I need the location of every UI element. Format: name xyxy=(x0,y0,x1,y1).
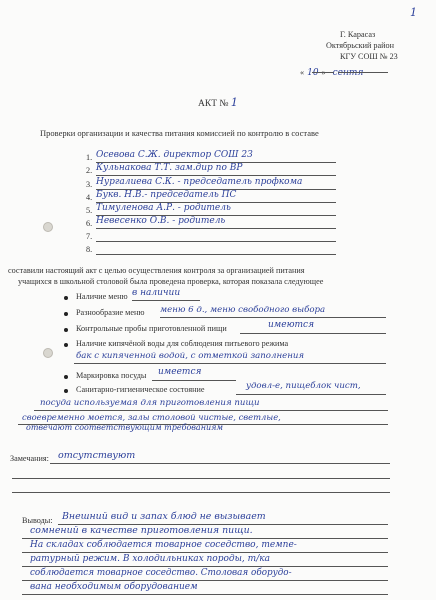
member-name: Осевова С.Ж. директор СОШ 23 xyxy=(96,150,253,160)
check-value: меню 6 д., меню свободного выбора xyxy=(160,305,326,315)
act-subtitle: Проверки организации и качества питания комиссией по контролю в составе xyxy=(40,128,319,138)
act-number: 1 xyxy=(230,96,238,109)
bullet-icon xyxy=(64,328,68,332)
conclusion-line: вана необходимым оборудованием xyxy=(30,582,198,592)
member-number: 6. xyxy=(86,219,93,228)
remarks-label: Замечания: xyxy=(10,454,49,463)
date-day: 10 xyxy=(307,68,319,78)
check-value: удовл-е, пищеблок чист, xyxy=(246,381,361,391)
conclusion-line: соблюдается товарное соседство. Столовая оборудо- xyxy=(30,568,292,578)
act-title-label: АКТ № xyxy=(198,99,229,109)
header-date xyxy=(300,62,363,80)
bullet-icon xyxy=(64,389,68,393)
binder-hole-bottom xyxy=(43,348,53,358)
date-quote-open: « xyxy=(300,68,305,77)
member-name: Букв. Н.В.- председатель ПС xyxy=(96,190,237,200)
intro-line-2: учащихся в школьной столовой была проведена проверка, которая показала следующее xyxy=(18,277,324,286)
member-number: 4. xyxy=(86,193,93,202)
member-number: 7. xyxy=(86,232,93,241)
member-number: 5. xyxy=(86,206,93,215)
member-number: 8. xyxy=(86,245,93,254)
conclusion-line: На складах соблюдается товарное соседство, темпе- xyxy=(30,540,297,550)
check-value: имеются xyxy=(268,320,315,330)
check-label: Санитарно-гигиеническое состояние xyxy=(76,385,205,394)
sanitary-line: отвечают соответствующим требованиям xyxy=(26,423,224,432)
check-label: Контрольные пробы приготовленной пищи xyxy=(76,324,227,333)
member-number: 1. xyxy=(86,153,93,162)
corner-mark: 1 xyxy=(410,6,417,19)
check-label: Наличие кипячёной воды для соблюдения питьевого режима xyxy=(76,339,289,348)
conclusion-line: сомнений в качестве приготовления пищи. xyxy=(30,525,253,536)
member-number: 2. xyxy=(86,166,93,175)
check-label: Разнообразие меню xyxy=(76,308,145,317)
conclusion-line: ратурный режим. В холодильниках породы, т/ка xyxy=(30,554,270,564)
conclusions-label: Выводы: xyxy=(22,516,53,525)
intro-line-1: составили настоящий акт с целью осуществления контроля за организацией питания xyxy=(8,266,305,275)
check-label: Наличие меню xyxy=(76,292,128,301)
member-name: Тимуленова А.Р. - родитель xyxy=(96,203,231,213)
bullet-icon xyxy=(64,312,68,316)
check-value: имеется xyxy=(158,367,202,377)
member-name: Нургалиева С.К. - председатель профкома xyxy=(96,177,303,187)
header-city: Г. Карасаз xyxy=(340,30,376,39)
member-number: 3. xyxy=(86,180,93,189)
member-name: Кульнакова Т.Т. зам.дир по ВР xyxy=(96,163,243,173)
header-district: Октябрьский район xyxy=(326,41,395,50)
header-school: КГУ СОШ № 23 xyxy=(340,52,398,61)
sanitary-line: своевременно моется, залы столовой чистые, светлые, xyxy=(22,412,281,422)
date-quote-close: » xyxy=(321,68,326,77)
bullet-icon xyxy=(64,343,68,347)
member-name: Невесенко О.В. - родитель xyxy=(96,216,226,226)
check-value: в наличии xyxy=(132,288,181,298)
bullet-icon xyxy=(64,296,68,300)
check-label: Маркировка посуды xyxy=(76,371,147,380)
binder-hole-top xyxy=(43,222,53,232)
bullet-icon xyxy=(64,375,68,379)
act-title xyxy=(198,96,238,109)
conclusion-line: Внешний вид и запах блюд не вызывает xyxy=(62,511,266,522)
check-value: бак с кипяченной водой, с отметкой заполнения xyxy=(76,351,305,361)
remarks-value: отсутствуют xyxy=(58,450,136,461)
sanitary-line: посуда используемая для приготовления пищи xyxy=(40,398,260,408)
date-month: сентя xyxy=(332,68,364,78)
